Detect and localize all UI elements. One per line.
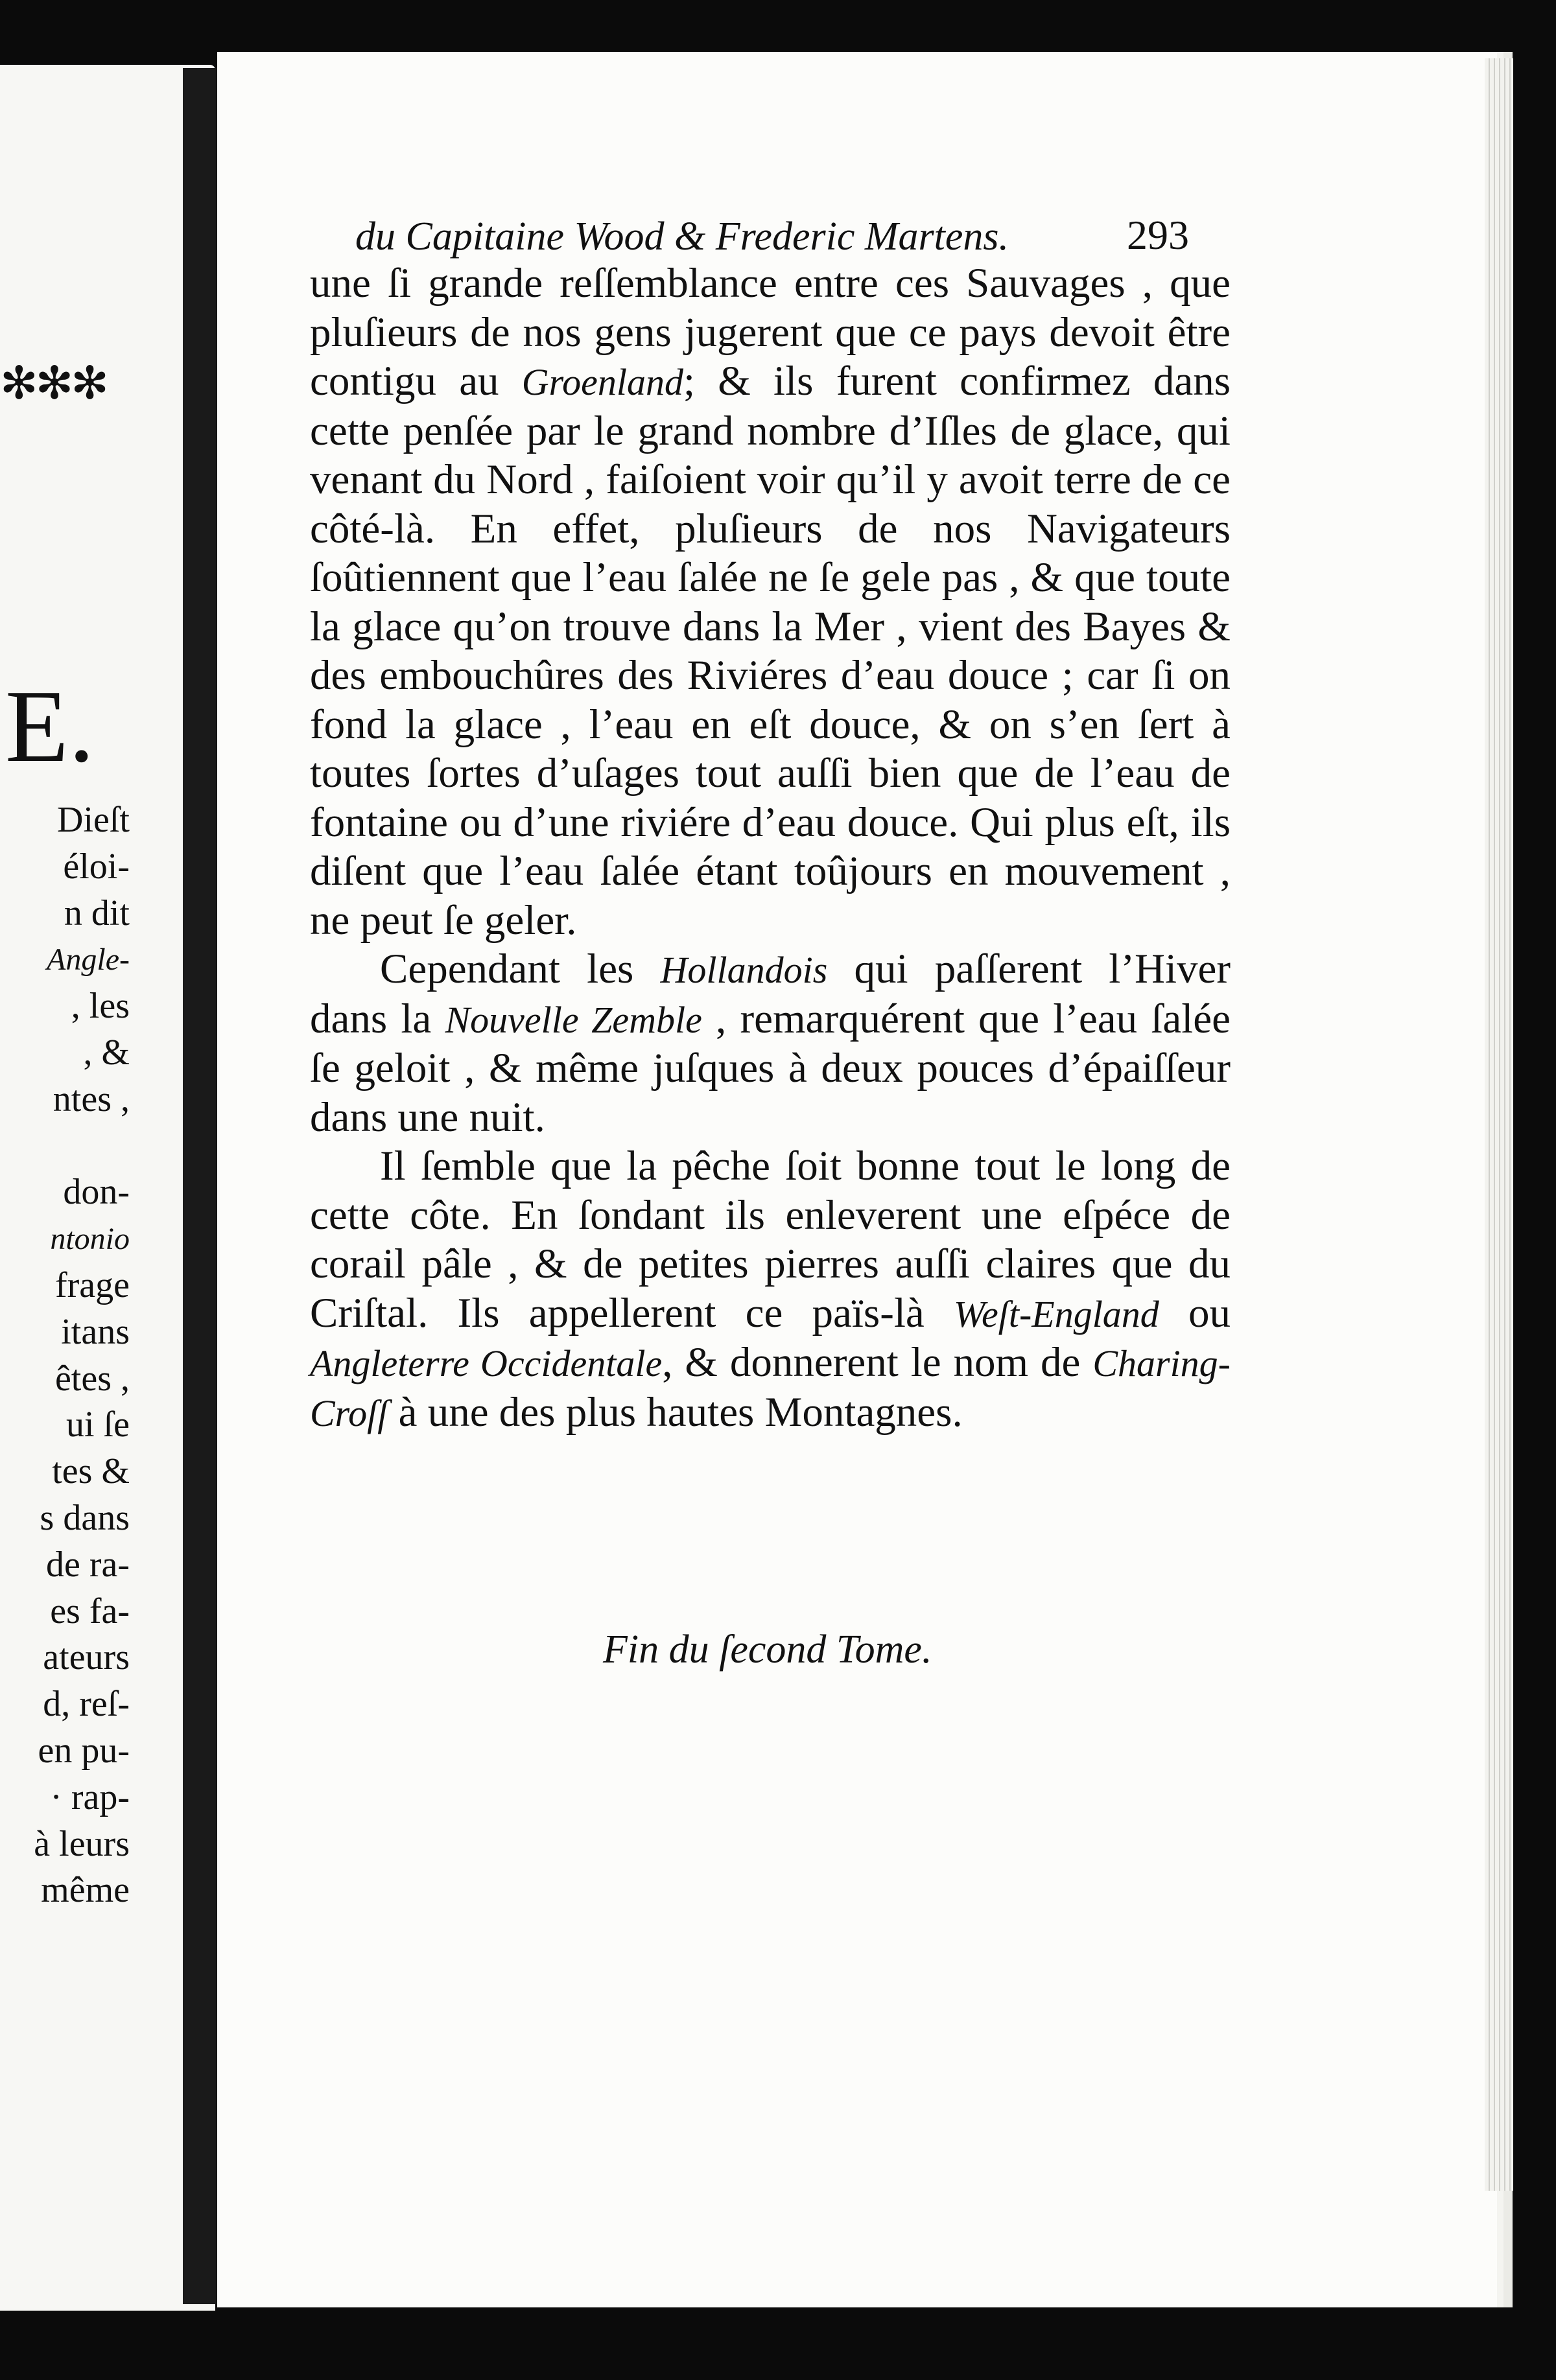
left-page-line: , les	[71, 986, 130, 1027]
left-page-line: · rap-	[50, 1777, 130, 1817]
left-page-line: d, reſ-	[43, 1684, 130, 1725]
text-run: à une des plus hautes Montagnes.	[388, 1388, 963, 1436]
left-page-line	[0, 1123, 130, 1170]
colophon: Fin du ſecond Tome.	[603, 1628, 932, 1672]
italic-term: Weſt-England	[953, 1292, 1159, 1335]
text-run: , remarquérent que l’eau ſalée ſe geloit , & même juſques à deux pouces d’épaiſſeur dans une nuit.	[310, 995, 1231, 1141]
text-run: ou	[1159, 1289, 1231, 1336]
paragraph	[310, 1142, 1231, 1438]
italic-term: Nouvelle Zemble	[445, 998, 702, 1041]
left-page-line: à leurs	[34, 1823, 130, 1864]
left-page-line: tes &	[52, 1451, 130, 1492]
page-number: 293	[1127, 212, 1189, 258]
left-page-line: en pu-	[38, 1730, 130, 1771]
left-page-line: Angle-	[47, 942, 130, 977]
left-page-line: de ra-	[45, 1544, 130, 1585]
left-page-line-ends	[0, 797, 130, 1914]
paragraph	[310, 259, 1231, 945]
left-page-line: s dans	[40, 1497, 130, 1538]
left-page-line: n dit	[64, 892, 130, 933]
text-run: , & donnerent le nom de	[662, 1339, 1093, 1386]
left-page-line: frage	[54, 1265, 130, 1305]
left-page-line: ateurs	[43, 1637, 130, 1678]
left-page-line: Dieſt	[57, 800, 130, 840]
ornament: ✻✻✻	[0, 359, 106, 409]
left-page-line: éloi-	[63, 846, 130, 887]
italic-term: Hollandois	[660, 949, 828, 991]
left-page-line: ntes ,	[53, 1079, 130, 1119]
text-run: Il ſemble que la pêche ſoit bonne tout le long de cette côte. En ſondant ils enleverent une eſpéce de corail pâle , & de petites pierres auſſi claires que du Criſtal. Ils appellerent ce païs-là	[310, 1143, 1231, 1336]
italic-term: Angleterre Occidentale	[310, 1342, 663, 1384]
text-run: qui paſſerent l’Hiver dans la	[310, 946, 1231, 1042]
left-page-line: , &	[83, 1032, 130, 1073]
text-run: une ſi grande reſſemblance entre ces Sauvages , que pluſieurs de nos gens jugerent que ce pays devoit être contigu au	[310, 260, 1231, 404]
page-edges	[1485, 58, 1513, 2191]
left-page-line: ui ſe	[66, 1405, 130, 1445]
body-text	[310, 259, 1231, 1438]
book-gutter	[183, 68, 217, 2304]
running-head: du Capitaine Wood & Frederic Martens.	[355, 215, 1009, 259]
left-page-line: don-	[63, 1172, 130, 1213]
paragraph	[310, 945, 1231, 1142]
text-run: Cependant les	[380, 946, 661, 992]
left-page-line: ntonio	[50, 1222, 130, 1257]
text-run: ; & ils furent confirmez dans cette penſée par le grand nombre d’Iſles de glace, qui venant du Nord , faiſoient voir qu’il y avoit terre de ce côté-là. En effet, pluſieurs de nos Navigateurs ſoûtiennent que l’eau ſalée ne ſe gele pas , & que toute la glace qu’on trouve dans la Mer , vient des Bayes & des embouchûres des Riviéres d’eau douce ; car ſi on fond la glace , l’eau en eſt douce, & on s’en ſert à toutes ſortes d’uſages tout auſſi bien que de l’eau de fontaine ou d’une riviére d’eau douce. Qui plus eſt, ils diſent que l’eau ſalée étant toûjours en mouvement , ne peut ſe geler.	[310, 358, 1231, 944]
left-page-line: es fa-	[50, 1591, 130, 1631]
left-page-line: itans	[61, 1311, 130, 1352]
chapter-initial: E.	[5, 668, 95, 784]
italic-term: Groenland	[521, 361, 683, 403]
left-page-line: êtes ,	[54, 1358, 130, 1399]
italic-term: Charing-Croſſ	[310, 1342, 1231, 1434]
left-page-line: même	[41, 1870, 130, 1911]
